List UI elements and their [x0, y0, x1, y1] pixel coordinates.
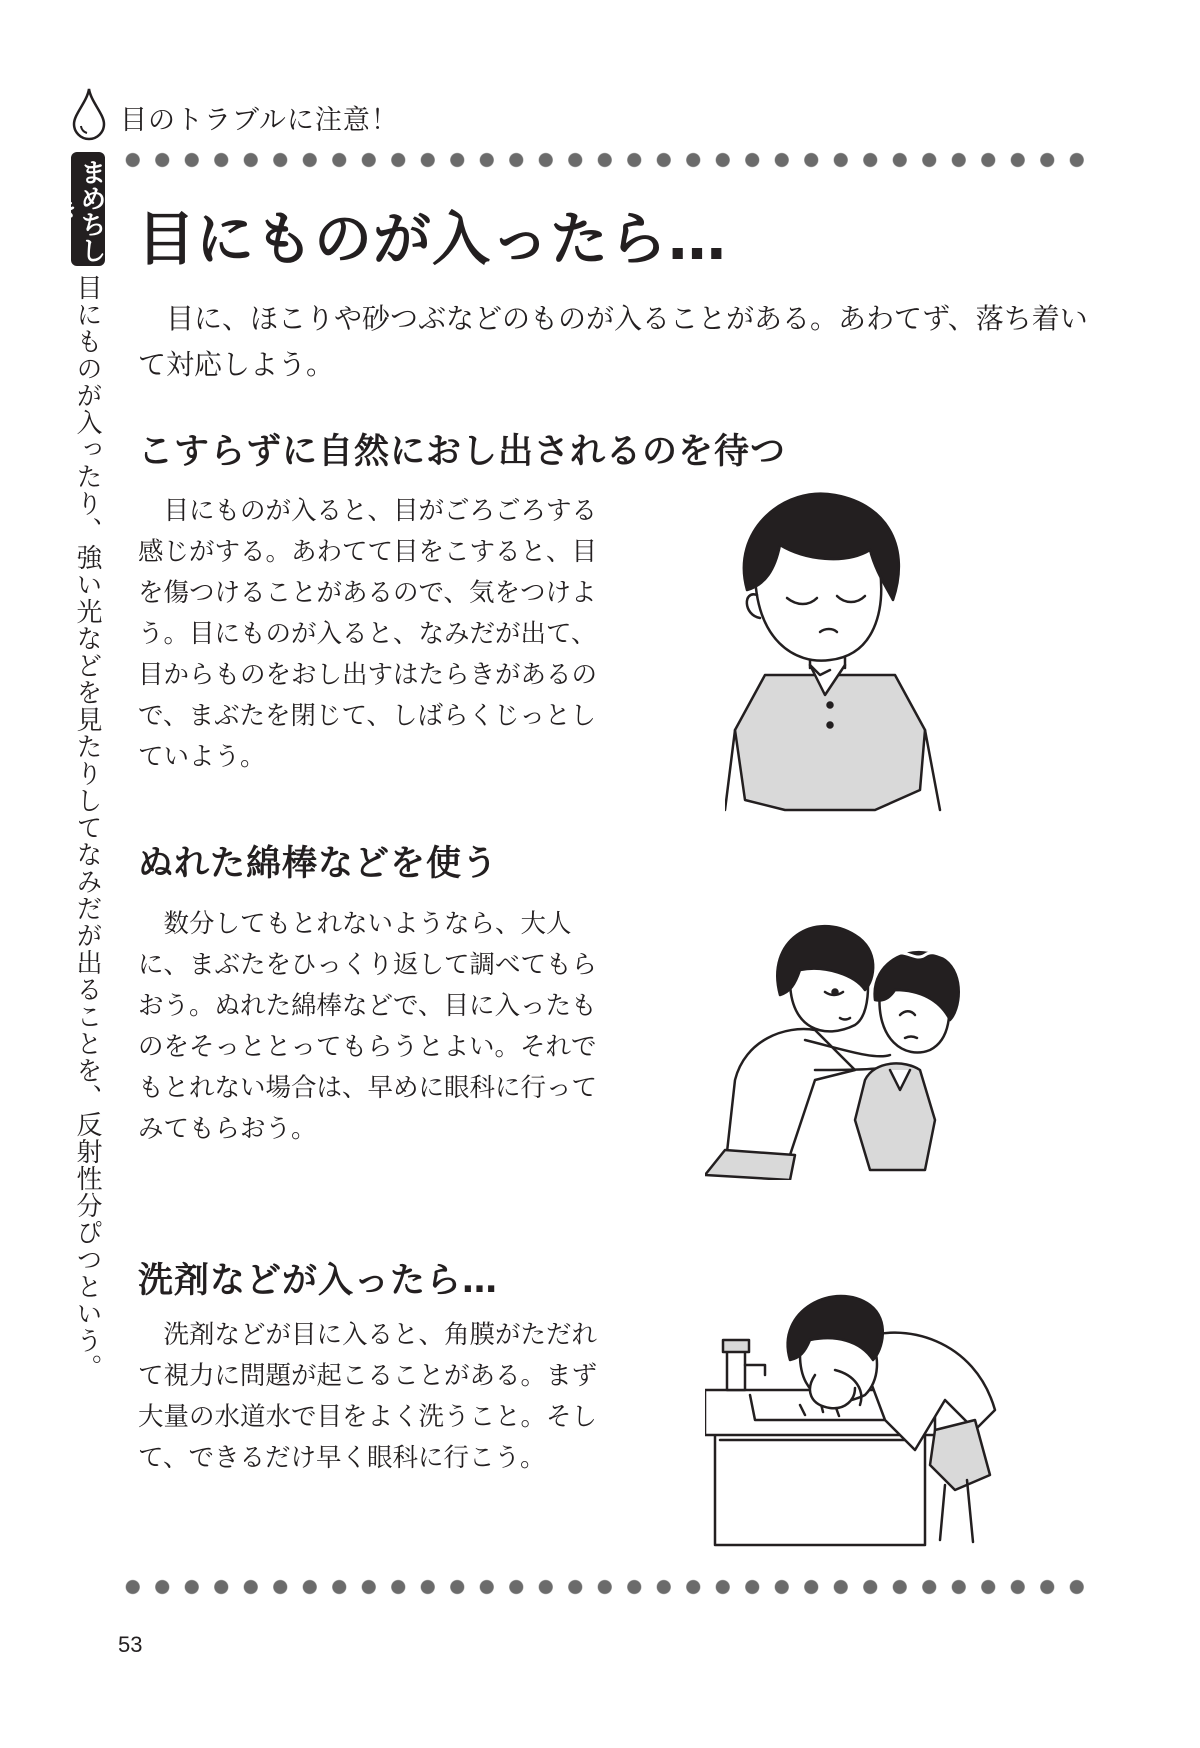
child-eyes-closed-illustration: [725, 490, 945, 820]
sidebar-note: 目にものが入ったり、強い光などを見たりしてなみだが出ることを、反射性分ぴつという。: [72, 274, 102, 1381]
section-title-wait: こすらずに自然におし出されるのを待つ: [138, 432, 787, 472]
page-number: 53: [118, 1632, 143, 1657]
adult-helping-child-illustration: [705, 920, 975, 1180]
section-title-detergent: 洗剤などが入ったら…: [138, 1261, 499, 1301]
washing-eyes-at-sink-illustration: [705, 1280, 1005, 1550]
bottom-dotted-rule: [118, 1577, 1098, 1597]
sidebar-badge: まめちしき: [71, 152, 105, 266]
section-body-wait: 目にものが入ると、目がごろごろする感じがする。あわてて目をこすると、目を傷つけることがあるので、気をつけよう。目にものが入ると、なみだが出て、目からものをおし出すはたらきがあるので、まぶたを閉じて、しばらくじっとしていよう。: [138, 496, 598, 772]
header-title: 目のトラブルに注意！: [120, 105, 399, 136]
section-body-detergent: 洗剤などが目に入ると、角膜がただれて視力に問題が起こることがある。まず大量の水道水で目をよく洗うこと。そして、できるだけ早く眼科に行こう。: [138, 1320, 598, 1473]
intro-text: 目に、ほこりや砂つぶなどのものが入ることがある。あわてず、落ち着いて対応しよう。: [138, 302, 1088, 381]
page-title: 目にものが入ったら…: [137, 205, 728, 273]
top-dotted-rule: [118, 150, 1098, 170]
water-drop-icon: [70, 86, 108, 142]
section-body-cotton-swab: 数分してもとれないようなら、大人に、まぶたをひっくり返して調べてもらおう。ぬれた綿棒などで、目に入ったものをそっととってもらうとよい。それでもとれない場合は、早めに眼科に行ってみてもらおう。: [138, 909, 598, 1144]
section-title-cotton-swab: ぬれた綿棒などを使う: [138, 844, 499, 884]
